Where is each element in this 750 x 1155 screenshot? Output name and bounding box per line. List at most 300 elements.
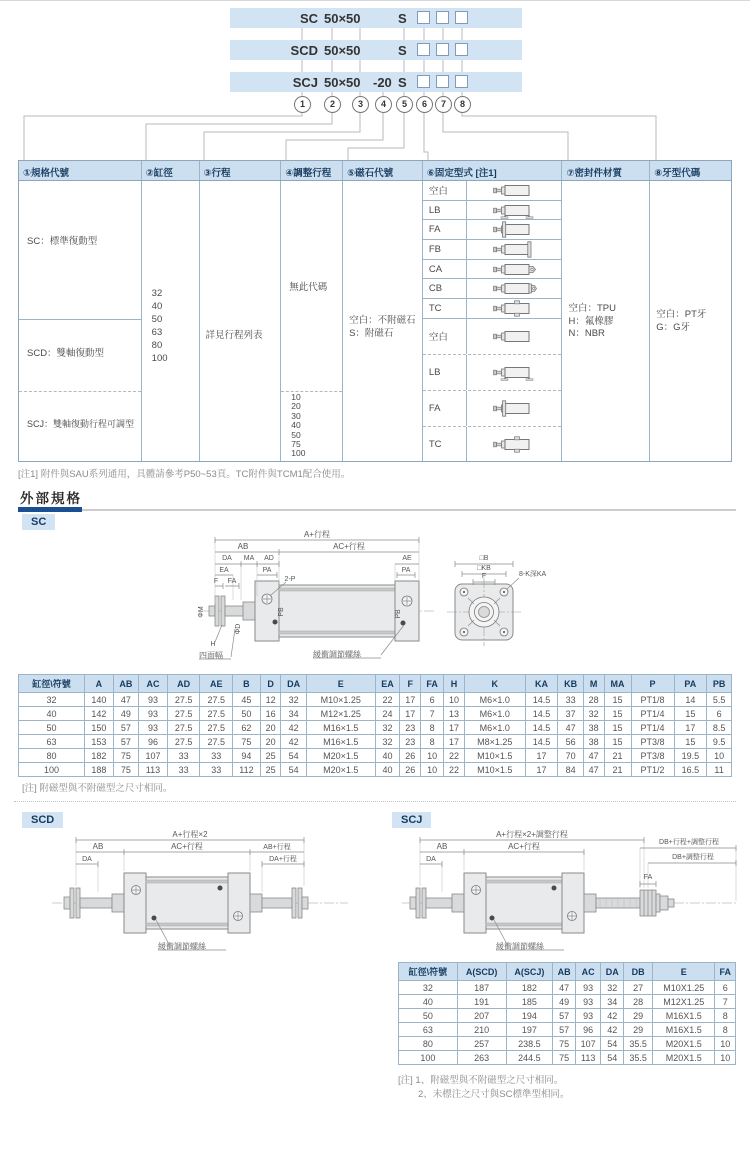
table-cell: 140 xyxy=(85,693,114,707)
svg-text:PB: PB xyxy=(278,607,285,617)
table-row xyxy=(19,693,732,707)
svg-text:F: F xyxy=(481,573,487,580)
table-row xyxy=(399,981,736,995)
table-cell: 38 xyxy=(583,721,604,735)
table-cell: 27.5 xyxy=(200,721,233,735)
column-header: MA xyxy=(604,675,631,693)
mount-icon-cell xyxy=(467,427,562,461)
table-row xyxy=(19,749,732,763)
table-cell: 22 xyxy=(375,693,400,707)
table-cell: 93 xyxy=(139,721,168,735)
column-header: FA xyxy=(715,963,736,981)
table-cell: 14.5 xyxy=(525,693,558,707)
table-cell: 16.5 xyxy=(674,763,707,777)
column-header: A(SCD) xyxy=(457,963,506,981)
mount-code: 空白 xyxy=(423,319,467,354)
code-position-marker: 3 xyxy=(352,96,369,113)
table-header-row xyxy=(19,675,732,693)
scdj-table-note-1: [注] 1、附磁型與不附磁型之尺寸相同。 xyxy=(398,1075,564,1086)
order-table-body xyxy=(19,181,731,461)
table-cell: 37 xyxy=(558,707,583,721)
table-cell: 45 xyxy=(233,693,261,707)
sc-dimensions-table xyxy=(18,674,732,777)
table-cell: 75 xyxy=(553,1051,576,1065)
svg-text:A+行程×2+調整行程: A+行程×2+調整行程 xyxy=(496,830,568,839)
table-cell: 28 xyxy=(583,693,604,707)
order-table-note: [注1] 附件與SAU系列通用，具體請參考P50~53頁。TC附件與TCM1配合使用。 xyxy=(18,469,351,480)
table-cell: 17 xyxy=(400,707,421,721)
table-cell: 63 xyxy=(19,735,85,749)
table-cell: M20×1.5 xyxy=(306,763,375,777)
table-cell: 197 xyxy=(506,1023,553,1037)
thread-options xyxy=(656,309,706,334)
table-cell: 29 xyxy=(624,1023,653,1037)
scdj-table-note-2: 2、未標注之尺寸與SC標準型相同。 xyxy=(418,1089,570,1100)
svg-text:F: F xyxy=(213,578,219,585)
magnet-column xyxy=(342,181,422,461)
list-item: 32 xyxy=(151,288,163,299)
table-cell: 15 xyxy=(674,707,707,721)
mount-option-row xyxy=(423,201,562,221)
table-cell: 32 xyxy=(399,981,458,995)
dotted-separator xyxy=(14,801,736,802)
svg-text:□KB: □KB xyxy=(477,565,491,572)
table-cell: 153 xyxy=(85,735,114,749)
table-cell: 34 xyxy=(601,995,624,1009)
table-cell: 93 xyxy=(575,1009,601,1023)
table-cell: 32 xyxy=(19,693,85,707)
svg-text:緩衝調節螺絲: 緩衝調節螺絲 xyxy=(496,942,544,951)
svg-text:H: H xyxy=(210,641,216,648)
table-cell: 15 xyxy=(604,721,631,735)
spec-scj: SCJ：雙軸復動行程可調型 xyxy=(27,419,135,429)
cylinder-mount-icon-blank xyxy=(491,182,537,199)
option-box xyxy=(455,43,468,56)
table-cell: 100 xyxy=(399,1051,458,1065)
sc-table-note: [注] 附磁型與不附磁型之尺寸相同。 xyxy=(22,783,173,794)
mount-code: CB xyxy=(423,279,467,298)
mount-option-row xyxy=(423,427,562,461)
svg-text:DA: DA xyxy=(82,856,92,863)
table-cell: 23 xyxy=(400,735,421,749)
magnet-options xyxy=(349,315,416,340)
table-cell: 10 xyxy=(707,749,732,763)
column-header: AC xyxy=(139,675,168,693)
mount-option-row xyxy=(423,181,562,201)
table-cell: PT1/4 xyxy=(631,707,674,721)
list-item: 30 xyxy=(291,410,301,421)
column-header: FA xyxy=(421,675,444,693)
table-cell: 100 xyxy=(19,763,85,777)
section-underline-accent xyxy=(18,507,82,512)
scj-dimension-drawing xyxy=(392,828,742,958)
table-cell: 93 xyxy=(139,693,168,707)
table-cell: 96 xyxy=(575,1023,601,1037)
table-cell: M10×1.25 xyxy=(306,693,375,707)
option-box xyxy=(455,75,468,88)
scj-label-tag: SCJ xyxy=(392,812,431,828)
mount-options-adjustable xyxy=(423,319,562,461)
table-cell: 33 xyxy=(167,749,200,763)
code-position-marker: 2 xyxy=(324,96,341,113)
table-cell: 80 xyxy=(399,1037,458,1051)
column-header: DA xyxy=(601,963,624,981)
svg-text:PA: PA xyxy=(401,567,411,574)
column-header: B xyxy=(233,675,261,693)
table-cell: 187 xyxy=(457,981,506,995)
table-cell: 17 xyxy=(525,763,558,777)
scd-dimension-drawing xyxy=(40,828,360,958)
model-code: SCD xyxy=(290,43,318,58)
mount-option-row xyxy=(423,260,562,280)
svg-text:DA: DA xyxy=(426,856,436,863)
mount-option-row xyxy=(423,319,562,355)
table-cell: 142 xyxy=(85,707,114,721)
list-item: 50 xyxy=(291,429,301,440)
cylinder-mount-icon-CB xyxy=(491,280,537,297)
list-item: 40 xyxy=(291,420,301,431)
table-cell: 107 xyxy=(575,1037,601,1051)
mount-code: TC xyxy=(423,427,467,461)
table-cell: M16×1.5 xyxy=(306,721,375,735)
table-cell: 50 xyxy=(399,1009,458,1023)
table-cell: 8.5 xyxy=(707,721,732,735)
bore-stroke-code: 50×50 xyxy=(324,75,361,90)
table-cell: 23 xyxy=(400,721,421,735)
table-cell: 93 xyxy=(575,995,601,1009)
column-header: ⑥固定型式 [注1] xyxy=(422,161,562,180)
svg-text:A+行程×2: A+行程×2 xyxy=(172,830,208,839)
table-cell: M20X1.5 xyxy=(653,1051,715,1065)
table-cell: 47 xyxy=(553,981,576,995)
section-title: 外部規格 xyxy=(20,491,82,506)
table-cell: 194 xyxy=(506,1009,553,1023)
table-cell: 112 xyxy=(233,763,261,777)
adjust-stroke-list xyxy=(291,393,305,459)
table-cell: 35.5 xyxy=(624,1037,653,1051)
order-code-table xyxy=(18,160,732,462)
option-box xyxy=(417,43,430,56)
table-cell: 75 xyxy=(553,1037,576,1051)
table-cell: 20 xyxy=(260,721,281,735)
table-cell: 10 xyxy=(444,693,465,707)
table-cell: 40 xyxy=(375,749,400,763)
mount-icon-cell xyxy=(467,391,562,426)
svg-text:AB+行程: AB+行程 xyxy=(263,844,291,851)
table-cell: 27.5 xyxy=(167,721,200,735)
table-cell: 21 xyxy=(604,763,631,777)
table-cell: 238.5 xyxy=(506,1037,553,1051)
column-header: ①規格代號 xyxy=(23,168,70,179)
table-cell: M12X1.25 xyxy=(653,995,715,1009)
table-cell: 34 xyxy=(281,707,306,721)
table-cell: 8 xyxy=(421,721,444,735)
table-cell: 40 xyxy=(19,707,85,721)
table-cell: 75 xyxy=(233,735,261,749)
bore-list xyxy=(142,181,199,365)
magnet-option: 空白：不附磁石 xyxy=(349,315,416,326)
mount-icon-cell xyxy=(467,201,562,220)
table-cell: M20X1.5 xyxy=(653,1037,715,1051)
option-box xyxy=(455,11,468,24)
scdj-dimensions-table xyxy=(398,962,736,1065)
bore-stroke-code: 50×50 xyxy=(324,11,361,26)
svg-text:FA: FA xyxy=(227,578,237,585)
svg-text:AB: AB xyxy=(92,842,104,851)
svg-text:緩衝調節螺絲: 緩衝調節螺絲 xyxy=(313,650,361,659)
table-cell: 33 xyxy=(200,763,233,777)
table-row xyxy=(399,1023,736,1037)
code-position-marker: 1 xyxy=(294,96,311,113)
spec-type-column xyxy=(19,181,141,461)
table-cell: 5.5 xyxy=(707,693,732,707)
mount-icon-cell xyxy=(467,355,562,390)
table-cell: 56 xyxy=(558,735,583,749)
code-position-marker: 7 xyxy=(435,96,452,113)
table-cell: M12×1.25 xyxy=(306,707,375,721)
magnet-option: S：附磁石 xyxy=(349,327,394,339)
list-item: 80 xyxy=(151,340,163,351)
table-cell: M6×1.0 xyxy=(464,707,525,721)
table-cell: 8 xyxy=(715,1009,736,1023)
column-header: A xyxy=(85,675,114,693)
mount-icon-cell xyxy=(467,220,562,239)
bore-stroke-code: 50×50 xyxy=(324,43,361,58)
table-cell: 26 xyxy=(400,749,421,763)
table-cell: 33 xyxy=(558,693,583,707)
table-cell: 94 xyxy=(233,749,261,763)
column-header: KB xyxy=(558,675,583,693)
table-cell: 54 xyxy=(601,1037,624,1051)
svg-text:PA: PA xyxy=(262,567,272,574)
column-header: AB xyxy=(553,963,576,981)
svg-text:DA: DA xyxy=(222,555,232,562)
table-cell: 50 xyxy=(19,721,85,735)
column-header: DA xyxy=(281,675,306,693)
table-cell: 42 xyxy=(281,735,306,749)
list-item: 100 xyxy=(291,448,306,459)
cylinder-mount-icon-LB xyxy=(491,202,537,219)
mount-option-row xyxy=(423,220,562,240)
table-cell: 21 xyxy=(604,749,631,763)
column-header: PA xyxy=(674,675,707,693)
magnet-code: S xyxy=(398,43,407,58)
svg-text:AD: AD xyxy=(264,555,274,562)
table-cell: 210 xyxy=(457,1023,506,1037)
table-cell: 40 xyxy=(375,763,400,777)
table-cell: PT1/4 xyxy=(631,721,674,735)
spec-scd: SCD：雙軸復動型 xyxy=(27,348,105,359)
table-cell: M20×1.5 xyxy=(306,749,375,763)
table-cell: M16X1.5 xyxy=(653,1023,715,1037)
mount-options-standard xyxy=(423,181,562,319)
table-cell: 15 xyxy=(604,693,631,707)
svg-text:四面幅: 四面幅 xyxy=(199,651,223,660)
scd-label-tag: SCD xyxy=(22,812,63,828)
seal-option: 空白：TPU xyxy=(568,303,616,314)
svg-text:A+行程: A+行程 xyxy=(303,530,331,539)
mount-option-row xyxy=(423,355,562,391)
option-box xyxy=(436,11,449,24)
table-cell: 6 xyxy=(421,693,444,707)
table-cell: 182 xyxy=(506,981,553,995)
seal-options xyxy=(568,303,616,341)
table-cell: 38 xyxy=(583,735,604,749)
list-item: 50 xyxy=(151,314,163,325)
cylinder-mount-icon-FB xyxy=(491,241,537,258)
column-header: AE xyxy=(200,675,233,693)
table-cell: 13 xyxy=(444,707,465,721)
svg-text:AC+行程: AC+行程 xyxy=(508,842,540,851)
magnet-code: S xyxy=(398,11,407,26)
table-row xyxy=(19,763,732,777)
svg-text:DA+行程: DA+行程 xyxy=(269,856,297,863)
table-cell: PT1/8 xyxy=(631,693,674,707)
svg-text:AE: AE xyxy=(402,555,412,562)
table-cell: 10 xyxy=(715,1037,736,1051)
divider xyxy=(19,319,141,320)
seal-column xyxy=(561,181,649,461)
column-header: F xyxy=(400,675,421,693)
table-cell: 32 xyxy=(281,693,306,707)
table-cell: 182 xyxy=(85,749,114,763)
adjust-stroke-column xyxy=(280,181,342,461)
svg-text:AB: AB xyxy=(436,842,448,851)
spec-sc: SC：標準復動型 xyxy=(27,236,98,247)
table-cell: PT1/2 xyxy=(631,763,674,777)
table-cell: 84 xyxy=(558,763,583,777)
cylinder-mount-icon-FA xyxy=(491,400,537,417)
column-header: KA xyxy=(525,675,558,693)
table-cell: M10×1.5 xyxy=(464,749,525,763)
table-cell: M8×1.25 xyxy=(464,735,525,749)
table-cell: 17 xyxy=(444,721,465,735)
sc-dimension-drawing xyxy=(185,526,565,666)
table-cell: 107 xyxy=(139,749,168,763)
table-cell: 42 xyxy=(601,1023,624,1037)
mount-code: LB xyxy=(423,355,467,390)
cylinder-mount-icon-TC xyxy=(491,300,537,317)
mount-code: FA xyxy=(423,220,467,239)
cylinder-mount-icon-CA xyxy=(491,261,537,278)
table-cell: 80 xyxy=(19,749,85,763)
column-header: ②缸徑 xyxy=(141,161,199,180)
table-cell: 207 xyxy=(457,1009,506,1023)
column-header: ④調整行程 xyxy=(280,161,342,180)
table-cell: 49 xyxy=(113,707,138,721)
option-box xyxy=(417,11,430,24)
table-cell: 32 xyxy=(375,735,400,749)
table-row xyxy=(399,1051,736,1065)
table-cell: 29 xyxy=(624,1009,653,1023)
table-cell: 17 xyxy=(400,693,421,707)
cylinder-mount-icon-TC xyxy=(491,436,537,453)
table-header-row xyxy=(399,963,736,981)
model-code: SC xyxy=(299,11,318,26)
table-cell: 50 xyxy=(233,707,261,721)
table-cell: 113 xyxy=(575,1051,601,1065)
table-cell: 17 xyxy=(525,749,558,763)
order-code-row-scd xyxy=(230,40,522,60)
thread-option: 空白：PT牙 xyxy=(656,309,707,320)
column-header: H xyxy=(444,675,465,693)
table-cell: 27.5 xyxy=(167,735,200,749)
option-box xyxy=(436,43,449,56)
mount-option-row xyxy=(423,391,562,427)
list-item: 40 xyxy=(151,301,163,312)
column-header: EA xyxy=(375,675,400,693)
column-header: P xyxy=(631,675,674,693)
table-cell: M16X1.5 xyxy=(653,1009,715,1023)
table-cell: M10X1.25 xyxy=(653,981,715,995)
table-row xyxy=(399,995,736,1009)
table-cell: M6×1.0 xyxy=(464,721,525,735)
table-cell: 47 xyxy=(583,749,604,763)
order-table-header xyxy=(19,161,731,181)
table-cell: 27.5 xyxy=(167,693,200,707)
column-header: ⑦密封件材質 xyxy=(561,161,649,180)
table-cell: 11 xyxy=(707,763,732,777)
table-cell: 62 xyxy=(233,721,261,735)
mount-option-row xyxy=(423,299,562,319)
mount-code: 空白 xyxy=(423,181,467,200)
bore-column xyxy=(141,181,199,461)
table-cell: 63 xyxy=(399,1023,458,1037)
table-cell: 25 xyxy=(260,749,281,763)
table-cell: 6 xyxy=(707,707,732,721)
column-header: K xyxy=(464,675,525,693)
column-header: PB xyxy=(707,675,732,693)
table-cell: 75 xyxy=(113,763,138,777)
column-header: ③行程 xyxy=(199,161,281,180)
mount-code: LB xyxy=(423,201,467,220)
table-cell: 33 xyxy=(167,763,200,777)
table-cell: 54 xyxy=(281,763,306,777)
mounting-column xyxy=(422,181,562,461)
table-cell: 263 xyxy=(457,1051,506,1065)
table-cell: 14 xyxy=(674,693,707,707)
table-cell: 57 xyxy=(113,735,138,749)
table-cell: 42 xyxy=(601,1009,624,1023)
table-cell: 54 xyxy=(601,1051,624,1065)
table-cell: 35.5 xyxy=(624,1051,653,1065)
table-cell: 96 xyxy=(139,735,168,749)
table-cell: 70 xyxy=(558,749,583,763)
column-header: E xyxy=(306,675,375,693)
table-cell: 47 xyxy=(113,693,138,707)
table-cell: 14.5 xyxy=(525,707,558,721)
table-cell: 191 xyxy=(457,995,506,1009)
table-cell: 20 xyxy=(260,735,281,749)
table-cell: 17 xyxy=(444,735,465,749)
column-header: 缸徑\符號 xyxy=(399,963,458,981)
code-position-marker: 8 xyxy=(454,96,471,113)
mount-code: TC xyxy=(423,299,467,318)
column-header: M xyxy=(583,675,604,693)
seal-option: N：NBR xyxy=(568,328,605,339)
column-header: ⑤磁石代號 xyxy=(342,161,422,180)
list-item: 63 xyxy=(151,327,163,338)
table-cell: 57 xyxy=(113,721,138,735)
table-cell: M16×1.5 xyxy=(306,735,375,749)
no-code-note: 無此代碼 xyxy=(289,282,328,293)
table-cell: 12 xyxy=(260,693,281,707)
table-cell: 15 xyxy=(674,735,707,749)
stroke-column xyxy=(199,181,281,461)
table-cell: 113 xyxy=(139,763,168,777)
table-cell: 47 xyxy=(558,721,583,735)
table-cell: 257 xyxy=(457,1037,506,1051)
